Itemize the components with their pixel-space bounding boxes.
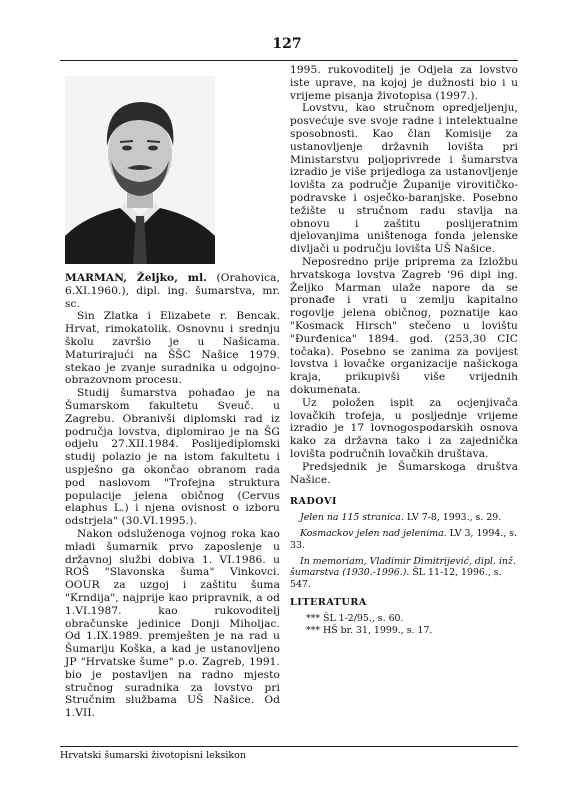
work-title: In memoriam, Vladimir Dimitrijević, dipl. inž. šumarstva (1930.-1996.). (290, 555, 516, 579)
paragraph-exams: Uz položen ispit za ocjenjivača lovačkih trofeja, u posljednje vrijeme izradio je 17 lovnogospodarskih osnova kako za državna tako i za zajednička lovišta područnih lovačkih društava. (290, 396, 518, 460)
paragraph-trophy: Neposredno prije priprema za Izložbu hrvatskoga lovstva Zagreb '96 dipl ing. Željko Marman ulaže napore da se pronađe i vrati u zemlju kapitalno rogovlje jelena običnog, poznatije kao "Kosmack Hirsch" stečeno u lovištu "Đurđenica" 1894. god. (253,30 CIC točaka). Posebno se zanima za povijest lovstva i lovačke organizacije našickoga kraja, prikupivši više vrijednih dokumenata. (290, 255, 518, 396)
biography-right (290, 64, 518, 486)
footer-text: Hrvatski šumarski životopisni leksikon (60, 750, 247, 761)
paragraph-continued: 1995. rukovoditelj je Odjela za lovstvo iste uprave, na kojoj je dužnosti bio i u vrijeme pisanja životopisa (1997.). (290, 64, 518, 102)
work-item (290, 528, 518, 552)
literature-heading: LITERATURA (290, 597, 367, 609)
left-column (65, 64, 280, 720)
work-title: Kosmackov jelen nad jelenima. (300, 528, 447, 540)
footer-rule (60, 746, 518, 747)
right-column (290, 64, 518, 637)
entry-name: MARMAN, Željko, ml. (65, 272, 208, 284)
header-rule (60, 60, 518, 61)
literature-item: *** ŠL 1-2/95., s. 60. (306, 613, 404, 625)
works-heading: RADOVI (290, 496, 338, 508)
literature-item: *** HŠ br. 31, 1999., s. 17. (306, 625, 433, 637)
work-ref: LV 3, 1994., s. 33. (290, 528, 518, 551)
page-number: 127 (272, 36, 302, 52)
biography-left (65, 272, 280, 720)
work-ref: ŠL 11-12, 1996., s. 547. (290, 567, 502, 591)
literature-list (290, 613, 518, 637)
paragraph-president: Predsjednik je Šumarskoga društva Našice. (290, 460, 518, 486)
paragraph-studies: Studij šumarstva pohađao je na Šumarskom fakultetu Sveuč. u Zagrebu. Obranivši diplomski rad iz područja lovstva, diplomirao je na ŠG odjelu 27.XII.1984. Poslijediplomski studij polazio je na istom fakultetu i uspješno ga okončao obranom rada pod naslovom "Trofejna struktura populacije jelena običnog (Cervus elaphus L.) i njena ovisnost o izboru odstrjela" (30.VI.1995.). (65, 387, 280, 528)
work-item (290, 512, 518, 524)
entry-intro-rest: (Orahovica, 6.XI.1960.), dipl. ing. šumarstva, mr. sc. (65, 272, 280, 310)
work-item (290, 556, 518, 591)
entry-intro (65, 272, 280, 310)
work-title: Jelen na 115 stranica. (300, 512, 404, 524)
paragraph-origin: Sin Zlatka i Elizabete r. Bencak. Hrvat, rimokatolik. Osnovnu i srednju školu završio je u Našicama. Maturirajući na ŠŠC Našice 1979. stekao je zvanje suradnika u odgojno-obrazovnom procesu. (65, 310, 280, 387)
works-list (290, 512, 518, 591)
portrait-photo (65, 76, 215, 264)
work-ref: LV 7-8, 1993., s. 29. (403, 512, 502, 524)
paragraph-career: Nakon odsluženoga vojnog roka kao mladi šumarnik prvo zaposlenje u državnoj službi dobiva 1. VI.1986. u ROŠ "Slavonska šuma" Vinkovci. OOUR za uzgoj i zaštitu šuma "Krndija", najprije kao pripravnik, a od 1.VI.1987. kao rukovoditelj obračunske jedinice Donji Miholjac. Od 1.IX.1989. premješten je na rad u Šumariju Koška, a kad je ustanovljeno JP "Hrvatske šume" p.o. Zagreb, 1991. bio je postavljen na radno mjesto stručnog suradnika za lovstvo pri Stručnim službama UŠ Našice. Od 1.VII. (65, 527, 280, 720)
paragraph-hunting: Lovstvu, kao stručnom opredjeljenju, posvećuje sve svoje radne i intelektualne sposobnosti. Kao član Komisije za ustanovljenje državnih lovišta pri Ministarstvu poljoprivrede i šumarstva izradio je više prijedloga za ustanovljenje lovišta za područje Županije virovitičko-podravske i osječko-baranjske. Posebno težište u stručnom radu stavlja na obnovu i zaštitu poslijeratnim djelovanjima uništenoga fonda jelenske divljači u području lovišta UŠ Našice. (290, 102, 518, 256)
